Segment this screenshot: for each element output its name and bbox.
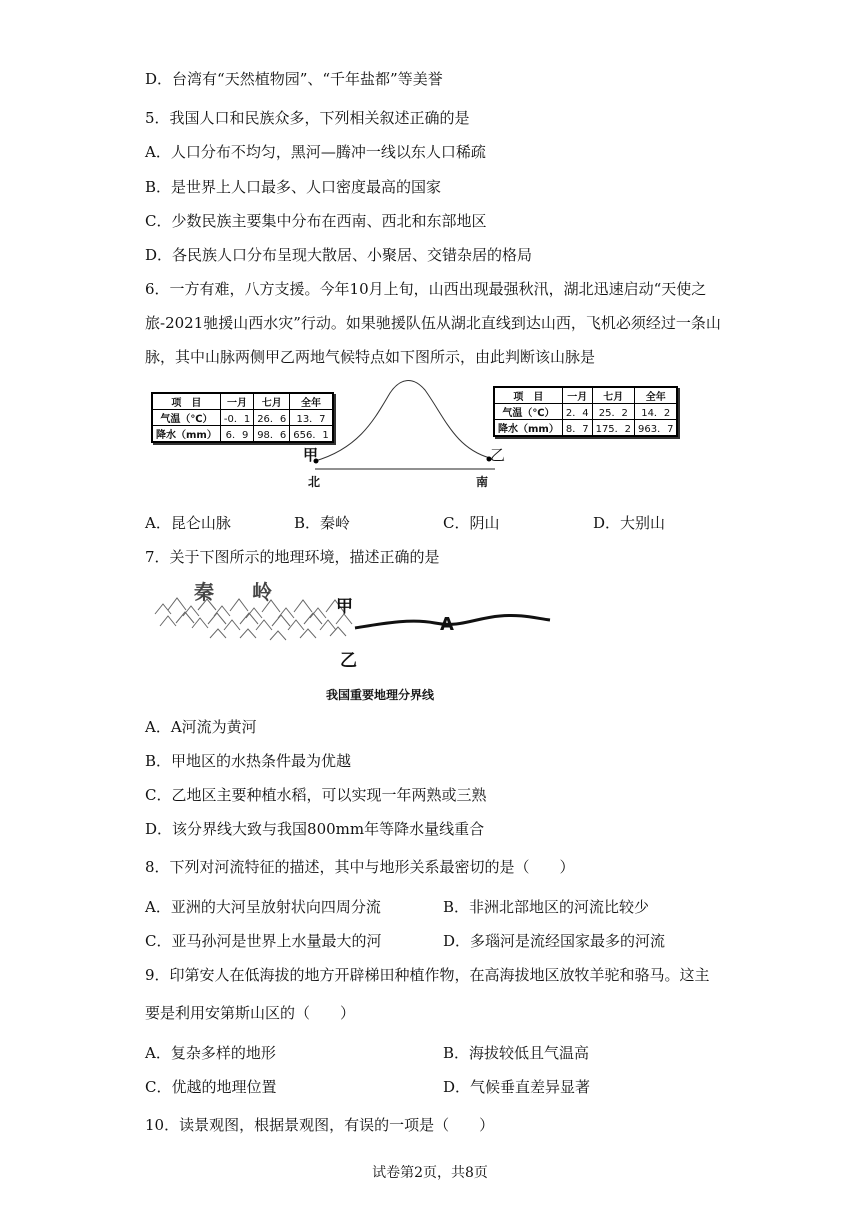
question-6-line-2: 旅-2021驰援山西水灾”行动。如果驰援队伍从湖北直线到达山西，飞机必须经过一条山 [145, 314, 721, 332]
table-jia [151, 392, 334, 443]
q7-option-d: D．该分界线大致与我国800mm年等降水量线重合 [145, 820, 485, 838]
q5-option-b: B．是世界上人口最多、人口密度最高的国家 [145, 178, 442, 196]
label-qin: 秦 [194, 580, 214, 604]
figure-7 [150, 576, 560, 706]
label-jia: 甲 [303, 446, 319, 464]
header-cell: 七月 [254, 394, 290, 410]
table-cell: 656．1 [290, 426, 332, 442]
table-cell: 14．2 [635, 404, 677, 420]
q7-option-c: C．乙地区主要种植水稻，可以实现一年两熟或三熟 [145, 786, 487, 804]
table-cell: 8．7 [562, 420, 592, 436]
table-cell: 175．2 [592, 420, 634, 436]
q9-option-c: C．优越的地理位置 [145, 1078, 277, 1096]
question-6-line-3: 脉，其中山脉两侧甲乙两地气候特点如下图所示，由此判断该山脉是 [145, 348, 596, 366]
q7-option-b: B．甲地区的水热条件最为优越 [145, 752, 352, 770]
label-north: 北 [308, 475, 321, 489]
q6-option-c: C．阴山 [443, 514, 500, 532]
q8-option-d: D．多瑙河是流经国家最多的河流 [443, 932, 666, 950]
header-cell: 全年 [290, 394, 332, 410]
figure-7-caption: 我国重要地理分界线 [326, 688, 435, 702]
q8-option-a: A．亚洲的大河呈放射状向四周分流 [145, 898, 381, 916]
row-label: 气温（℃） [495, 404, 563, 420]
label-yi: 乙 [340, 651, 357, 671]
table-cell: 13．7 [290, 410, 332, 426]
row-label: 气温（℃） [153, 410, 221, 426]
row-label: 降水（mm） [495, 420, 563, 436]
q5-option-c: C．少数民族主要集中分布在西南、西北和东部地区 [145, 212, 487, 230]
header-cell: 项 目 [153, 394, 221, 410]
header-cell: 一月 [562, 388, 592, 404]
q5-option-d: D．各民族人口分布呈现大散居、小聚居、交错杂居的格局 [145, 246, 533, 264]
q9-option-a: A．复杂多样的地形 [145, 1044, 276, 1062]
row-label: 降水（mm） [153, 426, 221, 442]
question-10: 10．读景观图，根据景观图，有误的一项是（ ） [145, 1116, 495, 1134]
q7-option-a: A．A河流为黄河 [145, 718, 257, 736]
question-9-line-1: 9．印第安人在低海拔的地方开辟梯田种植作物，在高海拔地区放牧羊驼和骆马。这主 [145, 966, 710, 984]
q6-option-d: D．大别山 [593, 514, 666, 532]
table-cell: 963．7 [635, 420, 677, 436]
page-footer: 试卷第2页，共8页 [372, 1165, 488, 1181]
river-label-a: A [440, 614, 454, 635]
option-d-prev: D．台湾有“天然植物园”、“千年盐都”等美誉 [145, 70, 443, 88]
table-cell: -0．1 [220, 410, 253, 426]
header-cell: 项 目 [495, 388, 563, 404]
q9-option-d: D．气候垂直差异显著 [443, 1078, 591, 1096]
question-9-line-2: 要是利用安第斯山区的（ ） [145, 1004, 356, 1022]
question-6-line-1: 6．一方有难，八方支援。今年10月上旬，山西出现最强秋汛，湖北迅速启动“天使之 [145, 280, 707, 298]
question-8: 8．下列对河流特征的描述，其中与地形关系最密切的是（ ） [145, 858, 575, 876]
table-cell: 25．2 [592, 404, 634, 420]
figure-6 [145, 378, 725, 490]
q6-option-b: B．秦岭 [294, 514, 351, 532]
table-cell: 26．6 [254, 410, 290, 426]
header-cell: 一月 [220, 394, 253, 410]
header-cell: 七月 [592, 388, 634, 404]
label-jia: 甲 [336, 597, 353, 617]
label-south: 南 [476, 475, 489, 489]
q5-option-a: A．人口分布不均匀，黑河—腾冲一线以东人口稀疏 [145, 143, 486, 161]
table-cell: 6．9 [220, 426, 253, 442]
table-cell: 98．6 [254, 426, 290, 442]
q6-option-a: A．昆仑山脉 [145, 514, 231, 532]
table-yi [493, 386, 678, 437]
q8-option-c: C．亚马孙河是世界上水量最大的河 [145, 932, 382, 950]
header-cell: 全年 [635, 388, 677, 404]
label-ling: 岭 [252, 580, 272, 604]
label-yi: 乙 [490, 446, 506, 464]
question-7: 7．关于下图所示的地理环境，描述正确的是 [145, 548, 440, 566]
question-5: 5．我国人口和民族众多，下列相关叙述正确的是 [145, 109, 470, 127]
q9-option-b: B．海拔较低且气温高 [443, 1044, 590, 1062]
q8-option-b: B．非洲北部地区的河流比较少 [443, 898, 650, 916]
table-cell: 2．4 [562, 404, 592, 420]
